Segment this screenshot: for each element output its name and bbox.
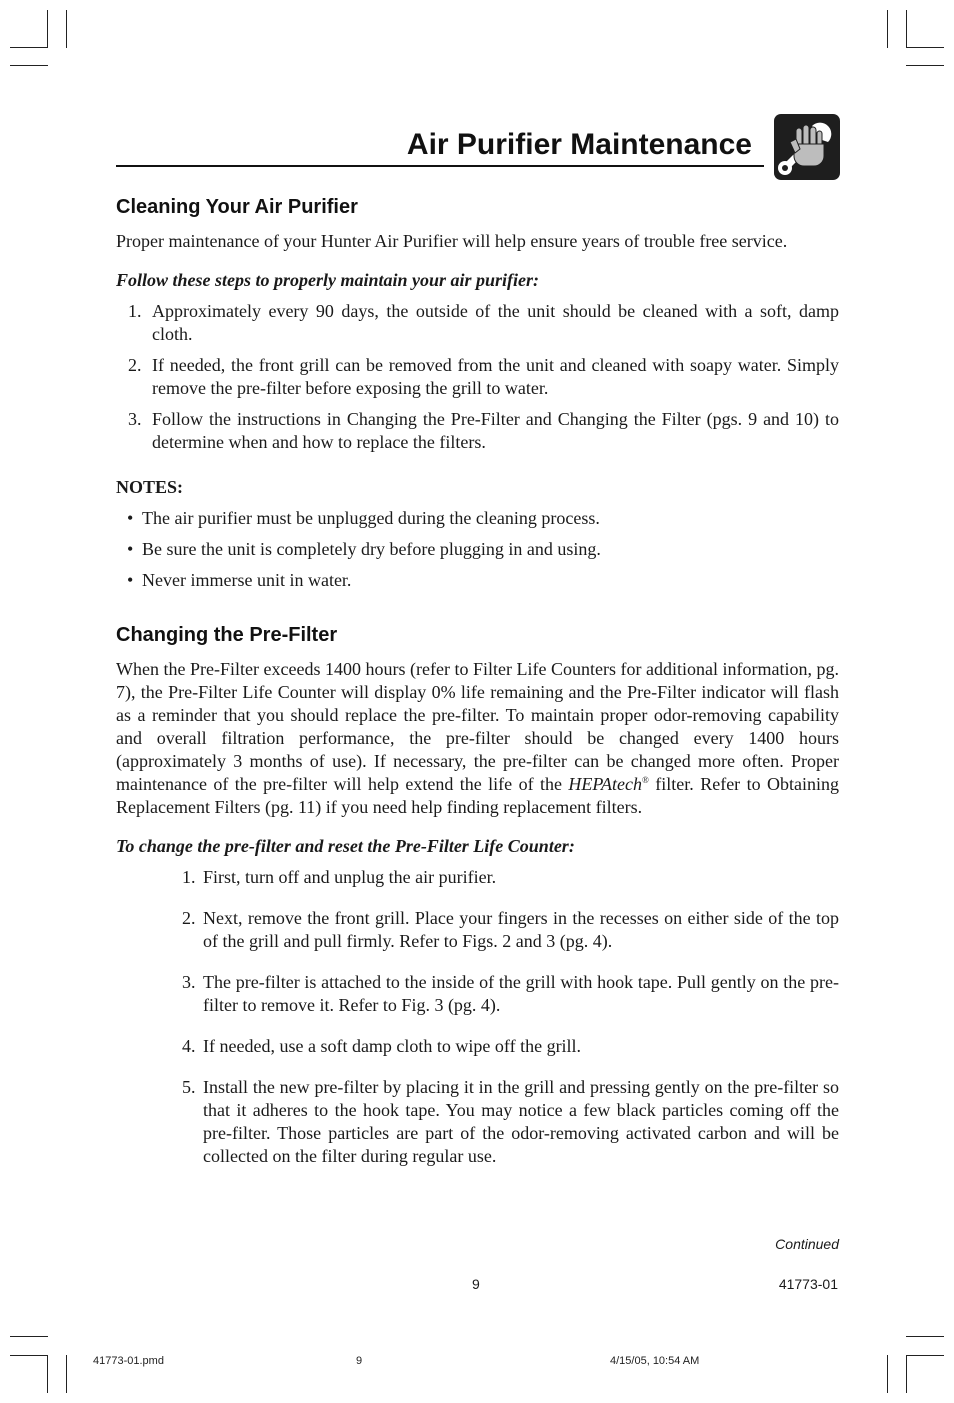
wrench-hand-icon — [774, 114, 840, 180]
list-item-text: If needed, use a soft damp cloth to wipe off the grill. — [203, 1036, 582, 1056]
crop-mark — [10, 65, 48, 66]
prefilter-steps-lead: To change the pre-filter and reset the Pre-Filter Life Counter: — [116, 836, 575, 856]
list-item — [116, 354, 839, 400]
notes-list — [116, 507, 839, 592]
brand-name: HEPAtech — [568, 774, 643, 794]
bullet: • — [127, 570, 134, 590]
list-item — [182, 1076, 839, 1168]
list-item — [182, 1035, 839, 1058]
main-content — [116, 196, 839, 1186]
crop-mark — [906, 47, 944, 48]
crop-mark — [906, 1355, 907, 1393]
body-text: When the Pre-Filter exceeds 1400 hours (refer to Filter Life Counters for additional information, pg. 7), the Pre-Filter Life Counter will display 0% life remaining and the Pre-Filter indicator will flash as a reminder that you should replace the pre-filter. To maintain proper odor-removing capability and overall filtration performance, the pre-filter should be changed every 1400 hours (approximately 3 months of use). If necessary, the pre-filter can be changed more often. Proper maintenance of the pre-filter will help extend the life of the — [116, 659, 839, 794]
list-item-text: Approximately every 90 days, the outside of the unit should be cleaned with a soft, damp cloth. — [152, 301, 839, 344]
crop-mark — [906, 1355, 944, 1356]
slug-timestamp: 4/15/05, 10:54 AM — [610, 1355, 700, 1367]
prefilter-body — [116, 658, 839, 819]
crop-mark — [887, 1355, 888, 1393]
slug-page: 9 — [356, 1355, 363, 1367]
crop-mark — [66, 10, 67, 48]
crop-mark — [906, 1336, 944, 1337]
list-number: 3. — [182, 972, 196, 992]
cleaning-steps-list — [116, 300, 839, 454]
list-number: 5. — [182, 1077, 196, 1097]
bullet: • — [127, 539, 134, 559]
continued-label: Continued — [775, 1236, 839, 1252]
list-item-text: The pre-filter is attached to the inside of the grill with hook tape. Pull gently on the pre-filter to remove it. Refer to Fig. 3 (pg. 4). — [203, 972, 839, 1015]
list-item-text: Be sure the unit is completely dry before plugging in and using. — [142, 539, 601, 559]
list-item — [116, 538, 839, 561]
crop-mark — [47, 1355, 48, 1393]
list-item-text: Next, remove the front grill. Place your fingers in the recesses on either side of the top of the grill and pull firmly. Refer to Figs. 2 and 3 (pg. 4). — [203, 908, 839, 951]
prefilter-steps-list — [182, 866, 839, 1168]
cleaning-section — [116, 196, 839, 592]
crop-mark — [906, 10, 907, 48]
crop-mark — [887, 10, 888, 48]
page-title: Air Purifier Maintenance — [406, 128, 752, 161]
list-item-text: Never immerse unit in water. — [142, 570, 352, 590]
section-heading-prefilter: Changing the Pre-Filter — [116, 624, 338, 646]
cleaning-intro: Proper maintenance of your Hunter Air Purifier will help ensure years of trouble free service. — [116, 231, 788, 251]
crop-mark — [10, 1355, 48, 1356]
crop-mark — [10, 1336, 48, 1337]
page-header — [116, 110, 840, 182]
list-item — [182, 971, 839, 1017]
title-rule — [116, 165, 764, 167]
list-number: 1. — [182, 867, 196, 887]
cleaning-steps-lead: Follow these steps to properly maintain your air purifier: — [116, 270, 540, 290]
list-number: 3. — [128, 409, 142, 429]
list-item — [116, 408, 839, 454]
crop-mark — [906, 65, 944, 66]
list-item — [116, 507, 839, 530]
list-item-text: Install the new pre-filter by placing it in the grill and pressing gently on the pre-filter so that it adheres to the hook tape. You may notice a few black particles coming off the pre-filter. Those particles are part of the odor-removing activated carbon and will be collected on the filter during regular use. — [203, 1077, 839, 1166]
list-item-text: Follow the instructions in Changing the Pre-Filter and Changing the Filter (pgs. 9 and 10) to determine when and how to replace the filters. — [152, 409, 839, 452]
page-number: 9 — [472, 1276, 480, 1292]
body-text: filter. Refer to Obtaining Replacement Filters (pg. 11) if you need help finding replacement filters. — [116, 774, 840, 817]
crop-mark — [66, 1355, 67, 1393]
list-number: 4. — [182, 1036, 196, 1056]
list-number: 2. — [128, 355, 142, 375]
list-number: 2. — [182, 908, 196, 928]
list-number: 1. — [128, 301, 142, 321]
bullet: • — [127, 508, 134, 528]
crop-mark — [10, 47, 48, 48]
list-item-text: The air purifier must be unplugged during the cleaning process. — [142, 508, 600, 528]
slug-filename: 41773-01.pmd — [93, 1355, 164, 1367]
list-item-text: First, turn off and unplug the air purifier. — [203, 867, 497, 887]
list-item — [116, 300, 839, 346]
section-heading-cleaning: Cleaning Your Air Purifier — [116, 196, 358, 218]
document-code: 41773-01 — [778, 1276, 838, 1292]
registered-mark: ® — [642, 775, 649, 785]
prefilter-section — [116, 624, 839, 1168]
list-item — [182, 907, 839, 953]
notes-label: NOTES: — [116, 477, 184, 497]
list-item — [116, 569, 839, 592]
crop-mark — [47, 10, 48, 48]
list-item-text: If needed, the front grill can be removed from the unit and cleaned with soapy water. Simply remove the pre-filter before exposing the grill to water. — [152, 355, 839, 398]
list-item — [182, 866, 839, 889]
